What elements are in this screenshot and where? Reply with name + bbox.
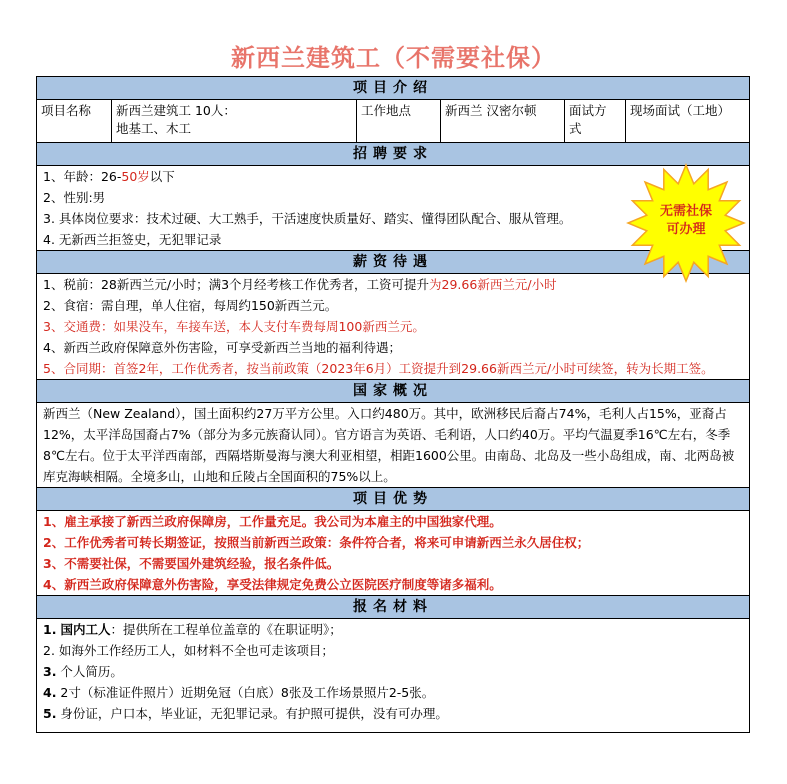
requirement-age-max: 50岁 (121, 169, 150, 184)
section-header-requirements: 招聘要求 (37, 142, 749, 166)
salary-rate-base: 1、税前：28新西兰元/小时；满3个月经考核工作优秀者，工资可提升 (43, 277, 430, 292)
badge-line-2: 可办理 (666, 222, 706, 237)
interview-value: 现场面试（工地） (630, 103, 731, 118)
project-info-table (37, 100, 749, 142)
material-item-1-num: 1. (43, 622, 57, 637)
section-header-advantages: 项目优势 (37, 487, 749, 511)
requirement-record: 4. 无新西兰拒签史，无犯罪记录 (43, 232, 222, 247)
salary-transport: 3、交通费：如果没车，车接车送，本人支付车费每周100新西兰元。 (43, 319, 425, 334)
salary-lodging: 2、食宿：需自理，单人住宿，每周约150新西兰元。 (43, 298, 338, 313)
project-name-value (112, 100, 357, 142)
requirement-age-suffix: 以下 (149, 169, 175, 184)
salary-insurance: 4、新西兰政府保障意外伤害险，可享受新西兰当地的福利待遇； (43, 340, 401, 355)
project-name-line1: 新西兰建筑工 10人： (116, 103, 236, 118)
material-item-4-num: 4. (43, 685, 57, 700)
advantage-item-4: 4、新西兰政府保障意外伤害险，享受法律规定免费公立医院医疗制度等诸多福利。 (43, 577, 502, 592)
material-item-1-rest: ：提供所在工程单位盖章的《在职证明》； (110, 622, 342, 637)
material-item-4 (37, 682, 749, 703)
badge-text (626, 203, 746, 239)
section-header-salary: 薪资待遇 (37, 250, 749, 274)
location-label: 工作地点 (357, 100, 441, 142)
interview-label (565, 100, 626, 142)
advantage-item-2: 2、工作优秀者可转长期签证，按照当前新西兰政策：条件符合者，将来可申请新西兰永久居住权； (43, 535, 590, 550)
location-value: 新西兰 汉密尔顿 (441, 100, 565, 142)
salary-rate-raise: 为29.66新西兰元/小时 (429, 277, 557, 292)
material-item-3 (37, 661, 749, 682)
material-item-5-rest: 身份证，户口本，毕业证，无犯罪记录。有护照可提供，没有可办理。 (56, 706, 448, 721)
material-item-1 (37, 619, 749, 640)
page-title: 新西兰建筑工（不需要社保） (231, 44, 556, 72)
section-header-country: 国家概况 (37, 379, 749, 403)
requirement-age-prefix: 1、年龄：26- (43, 169, 122, 184)
project-name-label: 项目名称 (37, 100, 112, 142)
section-header-materials: 报名材料 (37, 595, 749, 619)
material-item-3-rest: 个人简历。 (56, 664, 123, 679)
salary-contract: 5、合同期：首签2年，工作优秀者，按当前政策（2023年6月）工资提升到29.66新西兰元/小时可续签，转为长期工签。 (43, 361, 714, 376)
advantage-item-3: 3、不需要社保，不需要国外建筑经验，报名条件低。 (43, 556, 340, 571)
interview-label-line1: 面试方 (569, 103, 607, 118)
requirement-skills: 3. 具体岗位要求：技术过硬、大工熟手，干活速度快质量好、踏实、懂得团队配合、服从管理。 (43, 211, 572, 226)
material-item-3-num: 3. (43, 664, 57, 679)
project-name-line2: 地基工、木工 (116, 121, 192, 136)
material-item-1-bold: 国内工人 (60, 622, 111, 637)
advantage-item-1: 1、雇主承接了新西兰政府保障房，工作量充足。我公司为本雇主的中国独家代理。 (43, 514, 502, 529)
badge-line-1: 无需社保 (659, 204, 712, 219)
section-header-intro: 项目介绍 (37, 77, 749, 100)
country-overview-text: 新西兰（New Zealand），国土面积约27万平方公里。入口约480万。其中，欧洲移民后裔占74%，毛利人占15%，亚裔占12%，太平洋岛国裔占7%（部分为多元族裔认同）。官方语言为英语、毛利语，人口约40万。平均气温夏季16℃左右，冬季8℃左右。位于太平洋西南部，西隔塔斯曼海与澳大利亚相望，相距1600公里。由南岛、北岛及一些小岛组成，南、北两岛被库克海峡相隔。全境多山，山地和丘陵占全国面积的75%以上。 (43, 406, 735, 484)
material-item-5-num: 5. (43, 706, 57, 721)
interview-label-line2: 式 (569, 121, 582, 136)
material-item-5 (37, 703, 749, 732)
material-item-2: 2. 如海外工作经历工人，如材料不全也可走该项目； (43, 643, 334, 658)
material-item-4-rest: 2寸（标准证件照片）近期免冠（白底）8张及工作场景照片2-5张。 (56, 685, 435, 700)
requirement-gender: 2、性别:男 (43, 190, 106, 205)
